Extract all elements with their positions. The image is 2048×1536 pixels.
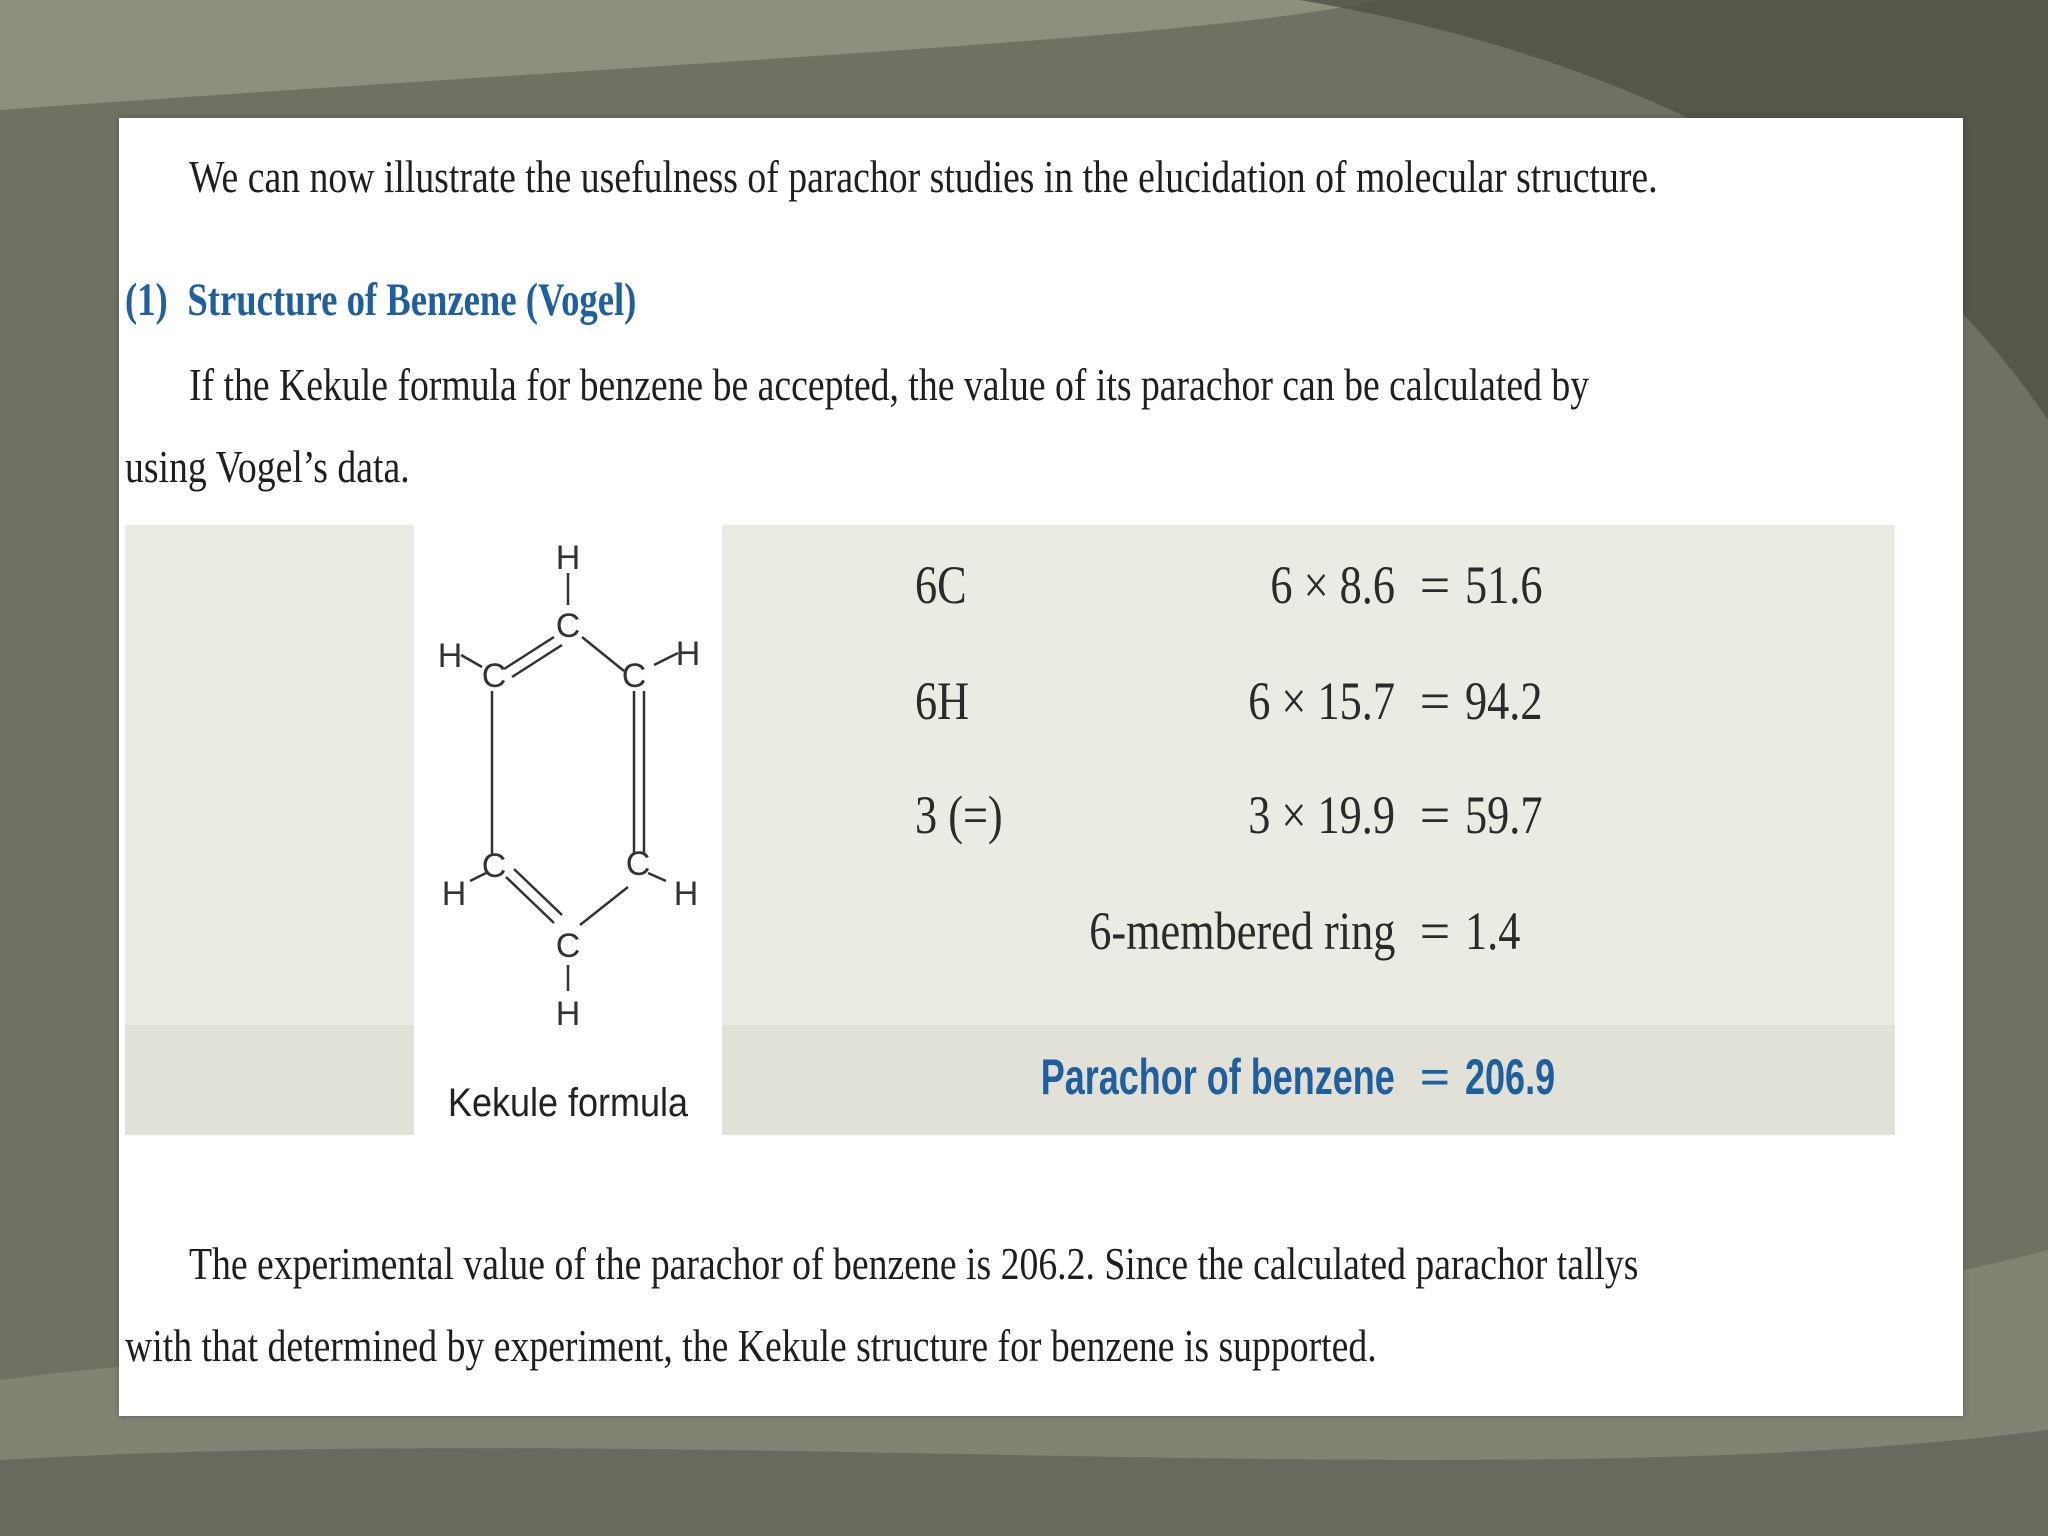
intro-paragraph: [125, 136, 1658, 218]
calc-row-double-bonds: [125, 775, 1895, 855]
atom-h-upper-left: H: [437, 637, 463, 675]
body-line-2: using Vogel’s data.: [125, 441, 410, 492]
body-paragraph: [125, 344, 1589, 508]
equals-sign: =: [1419, 671, 1451, 731]
conclusion-line-2: with that determined by experiment, the Kekule structure for benzene is supported.: [125, 1320, 1377, 1371]
calc-label: 3 (=): [915, 785, 1003, 845]
equals-sign: =: [1419, 785, 1451, 845]
calc-expression: 6-membered ring: [1088, 901, 1395, 961]
calc-value: 51.6: [1465, 555, 1543, 615]
atom-c-bottom: C: [555, 927, 581, 965]
total-label: Parachor of benzene: [1040, 1049, 1395, 1105]
calc-row-total: [125, 1037, 1895, 1117]
equals-sign: =: [1419, 901, 1451, 961]
conclusion-paragraph: [125, 1223, 1638, 1387]
equals-sign: =: [1419, 555, 1451, 615]
section-number: (1): [125, 274, 168, 326]
calc-label: 6H: [915, 671, 970, 731]
calc-value: 1.4: [1465, 901, 1521, 961]
atom-c-upper-left: C: [481, 657, 507, 695]
atom-h-upper-right: H: [675, 635, 701, 673]
calc-expression: 6 × 15.7: [1248, 671, 1395, 731]
section-heading: [125, 270, 636, 330]
atom-h-bottom: H: [555, 995, 581, 1033]
calc-value: 94.2: [1465, 671, 1543, 731]
equals-sign: =: [1419, 1047, 1451, 1107]
conclusion-line-1: The experimental value of the parachor of benzene is 206.2. Since the calculated parachor tallys: [188, 1238, 1639, 1289]
intro-text: We can now illustrate the usefulness of parachor studies in the elucidation of molecular structure.: [188, 151, 1658, 202]
atom-c-upper-right: C: [621, 657, 647, 695]
atom-c-lower-left: C: [481, 847, 507, 885]
section-title: Structure of Benzene (Vogel): [187, 274, 637, 326]
calc-value: 59.7: [1465, 785, 1543, 845]
calc-row-carbon: [125, 545, 1895, 625]
atom-c-lower-right: C: [625, 845, 651, 883]
calc-row-hydrogen: [125, 661, 1895, 741]
atom-h-top: H: [555, 539, 581, 577]
structure-caption: Kekule formula: [447, 1081, 689, 1125]
calc-expression: 3 × 19.9: [1248, 785, 1395, 845]
atom-h-lower-right: H: [673, 875, 699, 913]
atom-c-top: C: [555, 607, 581, 645]
atom-h-lower-left: H: [441, 875, 467, 913]
calc-row-ring: [125, 891, 1895, 971]
calculation-panel: [125, 525, 1895, 1135]
total-value: 206.9: [1465, 1049, 1556, 1105]
calc-expression: 6 × 8.6: [1270, 555, 1395, 615]
content-card: [119, 118, 1963, 1416]
body-line-1: If the Kekule formula for benzene be accepted, the value of its parachor can be calculated by: [188, 359, 1590, 410]
calc-label: 6C: [915, 555, 967, 615]
